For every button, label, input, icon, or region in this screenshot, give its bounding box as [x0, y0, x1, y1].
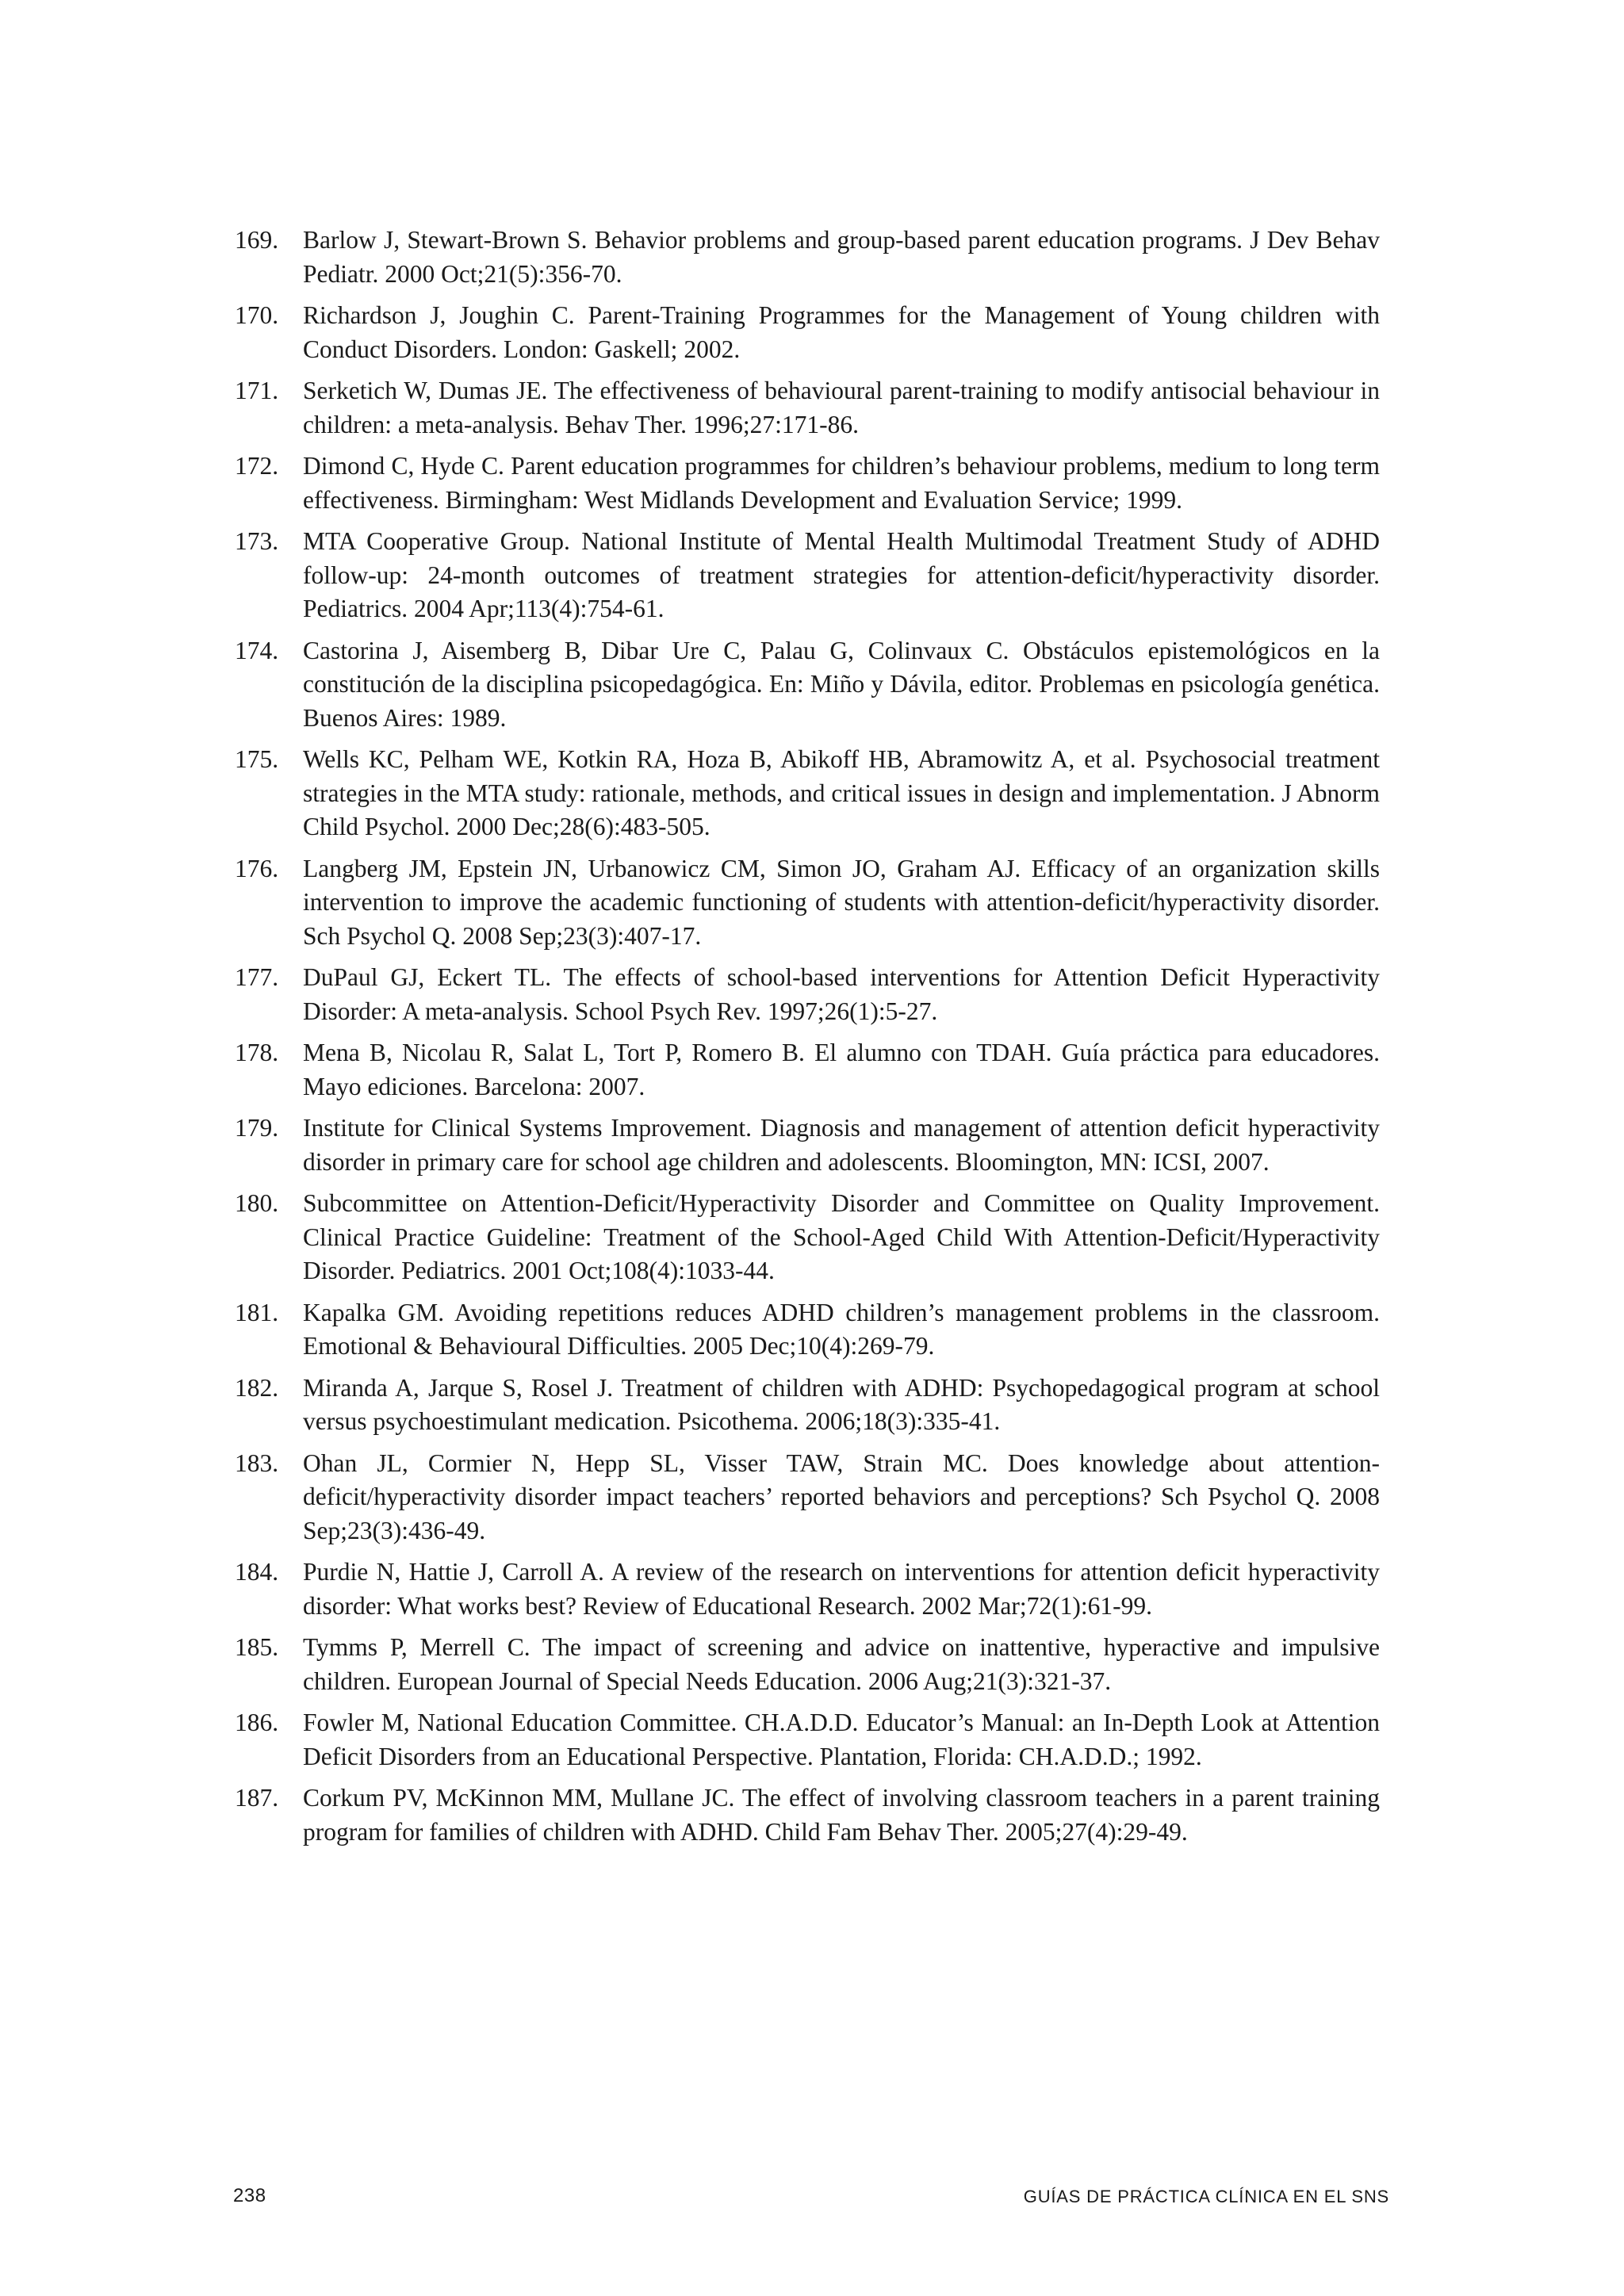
reference-number: 184.: [235, 1558, 279, 1586]
reference-number: 177.: [235, 963, 279, 991]
reference-text: Langberg JM, Epstein JN, Urbanowicz CM, Simon JO, Graham AJ. Efficacy of an organization skills intervention to improve the academic functioning of students with attention-deficit/hyperactivity disorder. Sch Psychol Q. 2008 Sep;23(3):407-17.: [303, 854, 1380, 950]
reference-item: [235, 852, 1380, 954]
reference-item: [235, 1781, 1380, 1849]
reference-number: 169.: [235, 226, 279, 254]
reference-text: Dimond C, Hyde C. Parent education programmes for children’s behaviour problems, medium to long term effectiveness. Birmingham: West Midlands Development and Evaluation Service; 1999.: [303, 452, 1380, 514]
reference-number: 176.: [235, 854, 279, 882]
reference-text: Barlow J, Stewart-Brown S. Behavior problems and group-based parent education programs. J Dev Behav Pediatr. 2000 Oct;21(5):356-70.: [303, 226, 1380, 288]
reference-number: 170.: [235, 301, 279, 329]
reference-number: 175.: [235, 745, 279, 773]
reference-item: [235, 374, 1380, 442]
reference-text: Kapalka GM. Avoiding repetitions reduces ADHD children’s management problems in the classroom. Emotional & Behavioural Difficulties. 2005 Dec;10(4):269-79.: [303, 1298, 1380, 1360]
reference-text: Purdie N, Hattie J, Carroll A. A review of the research on interventions for attention deficit hyperactivity disorder: What works best? Review of Educational Research. 2002 Mar;72(1):61-99.: [303, 1558, 1380, 1620]
reference-item: [235, 1447, 1380, 1548]
reference-item: [235, 1187, 1380, 1288]
running-footer-title: GUÍAS DE PRÁCTICA CLÍNICA EN EL SNS: [1023, 2187, 1389, 2206]
reference-item: [235, 743, 1380, 844]
reference-item: [235, 634, 1380, 736]
reference-number: 183.: [235, 1448, 279, 1477]
reference-text: Castorina J, Aisemberg B, Dibar Ure C, Palau G, Colinvaux C. Obstáculos epistemológicos en la constitución de la disciplina psicopedagógica. En: Miño y Dávila, editor. Problemas en psicología genética. Buenos Aires: 1989.: [303, 636, 1380, 732]
reference-item: [235, 1556, 1380, 1623]
reference-number: 178.: [235, 1039, 279, 1066]
reference-item: [235, 1296, 1380, 1364]
reference-text: DuPaul GJ, Eckert TL. The effects of school-based interventions for Attention Deficit Hyperactivity Disorder: A meta-analysis. School Psych Rev. 1997;26(1):5-27.: [303, 963, 1380, 1025]
reference-number: 173.: [235, 527, 279, 555]
reference-text: Miranda A, Jarque S, Rosel J. Treatment of children with ADHD: Psychopedagogical program at school versus psychoestimulant medication. Psicothema. 2006;18(3):335-41.: [303, 1373, 1380, 1435]
reference-number: 180.: [235, 1189, 279, 1217]
reference-text: Serketich W, Dumas JE. The effectiveness of behavioural parent-training to modify antisocial behaviour in children: a meta-analysis. Behav Ther. 1996;27:171-86.: [303, 377, 1380, 438]
reference-number: 186.: [235, 1709, 279, 1736]
reference-number: 171.: [235, 377, 279, 404]
reference-text: MTA Cooperative Group. National Institute of Mental Health Multimodal Treatment Study of ADHD follow-up: 24-month outcomes of treatment strategies for attention-deficit/hyperactivity disorder. Pediatrics. 2004 Apr;113(4):754-61.: [303, 527, 1380, 622]
reference-text: Mena B, Nicolau R, Salat L, Tort P, Romero B. El alumno con TDAH. Guía práctica para educadores. Mayo ediciones. Barcelona: 2007.: [303, 1039, 1380, 1100]
reference-text: Subcommittee on Attention-Deficit/Hyperactivity Disorder and Committee on Quality Improvement. Clinical Practice Guideline: Treatment of the School-Aged Child With Attention-Deficit/Hyperactivity Disorder. Pediatrics. 2001 Oct;108(4):1033-44.: [303, 1189, 1380, 1284]
reference-item: [235, 224, 1380, 291]
reference-item: [235, 1112, 1380, 1179]
reference-item: [235, 961, 1380, 1028]
reference-item: [235, 1706, 1380, 1774]
reference-text: Richardson J, Joughin C. Parent-Training Programmes for the Management of Young children with Conduct Disorders. London: Gaskell; 2002.: [303, 301, 1380, 363]
reference-text: Ohan JL, Cormier N, Hepp SL, Visser TAW, Strain MC. Does knowledge about attention-deficit/hyperactivity disorder impact teachers’ reported behaviors and perceptions? Sch Psychol Q. 2008 Sep;23(3):436-49.: [303, 1448, 1380, 1544]
reference-number: 187.: [235, 1784, 279, 1812]
reference-number: 182.: [235, 1373, 279, 1402]
reference-text: Wells KC, Pelham WE, Kotkin RA, Hoza B, Abikoff HB, Abramowitz A, et al. Psychosocial treatment strategies in the MTA study: rationale, methods, and critical issues in design and implementation. J Abnorm Child Psychol. 2000 Dec;28(6):483-505.: [303, 745, 1380, 840]
reference-text: Fowler M, National Education Committee. CH.A.D.D. Educator’s Manual: an In-Depth Look at Attention Deficit Disorders from an Educational Perspective. Plantation, Florida: CH.A.D.D.; 1992.: [303, 1709, 1380, 1770]
reference-number: 172.: [235, 452, 279, 480]
reference-item: [235, 1036, 1380, 1104]
reference-item: [235, 1631, 1380, 1698]
reference-number: 179.: [235, 1114, 279, 1142]
reference-item: [235, 1372, 1380, 1439]
reference-text: Institute for Clinical Systems Improvement. Diagnosis and management of attention deficit hyperactivity disorder in primary care for school age children and adolescents. Bloomington, MN: ICSI, 2007.: [303, 1114, 1380, 1176]
reference-number: 181.: [235, 1298, 279, 1326]
reference-item: [235, 525, 1380, 626]
reference-text: Corkum PV, McKinnon MM, Mullane JC. The effect of involving classroom teachers in a parent training program for families of children with ADHD. Child Fam Behav Ther. 2005;27(4):29-49.: [303, 1784, 1380, 1846]
page-number: 238: [233, 2185, 266, 2206]
reference-text: Tymms P, Merrell C. The impact of screening and advice on inattentive, hyperactive and impulsive children. European Journal of Special Needs Education. 2006 Aug;21(3):321-37.: [303, 1633, 1380, 1695]
reference-number: 174.: [235, 636, 279, 664]
reference-list: [235, 224, 1380, 1857]
reference-number: 185.: [235, 1633, 279, 1661]
reference-item: [235, 450, 1380, 517]
reference-item: [235, 299, 1380, 366]
